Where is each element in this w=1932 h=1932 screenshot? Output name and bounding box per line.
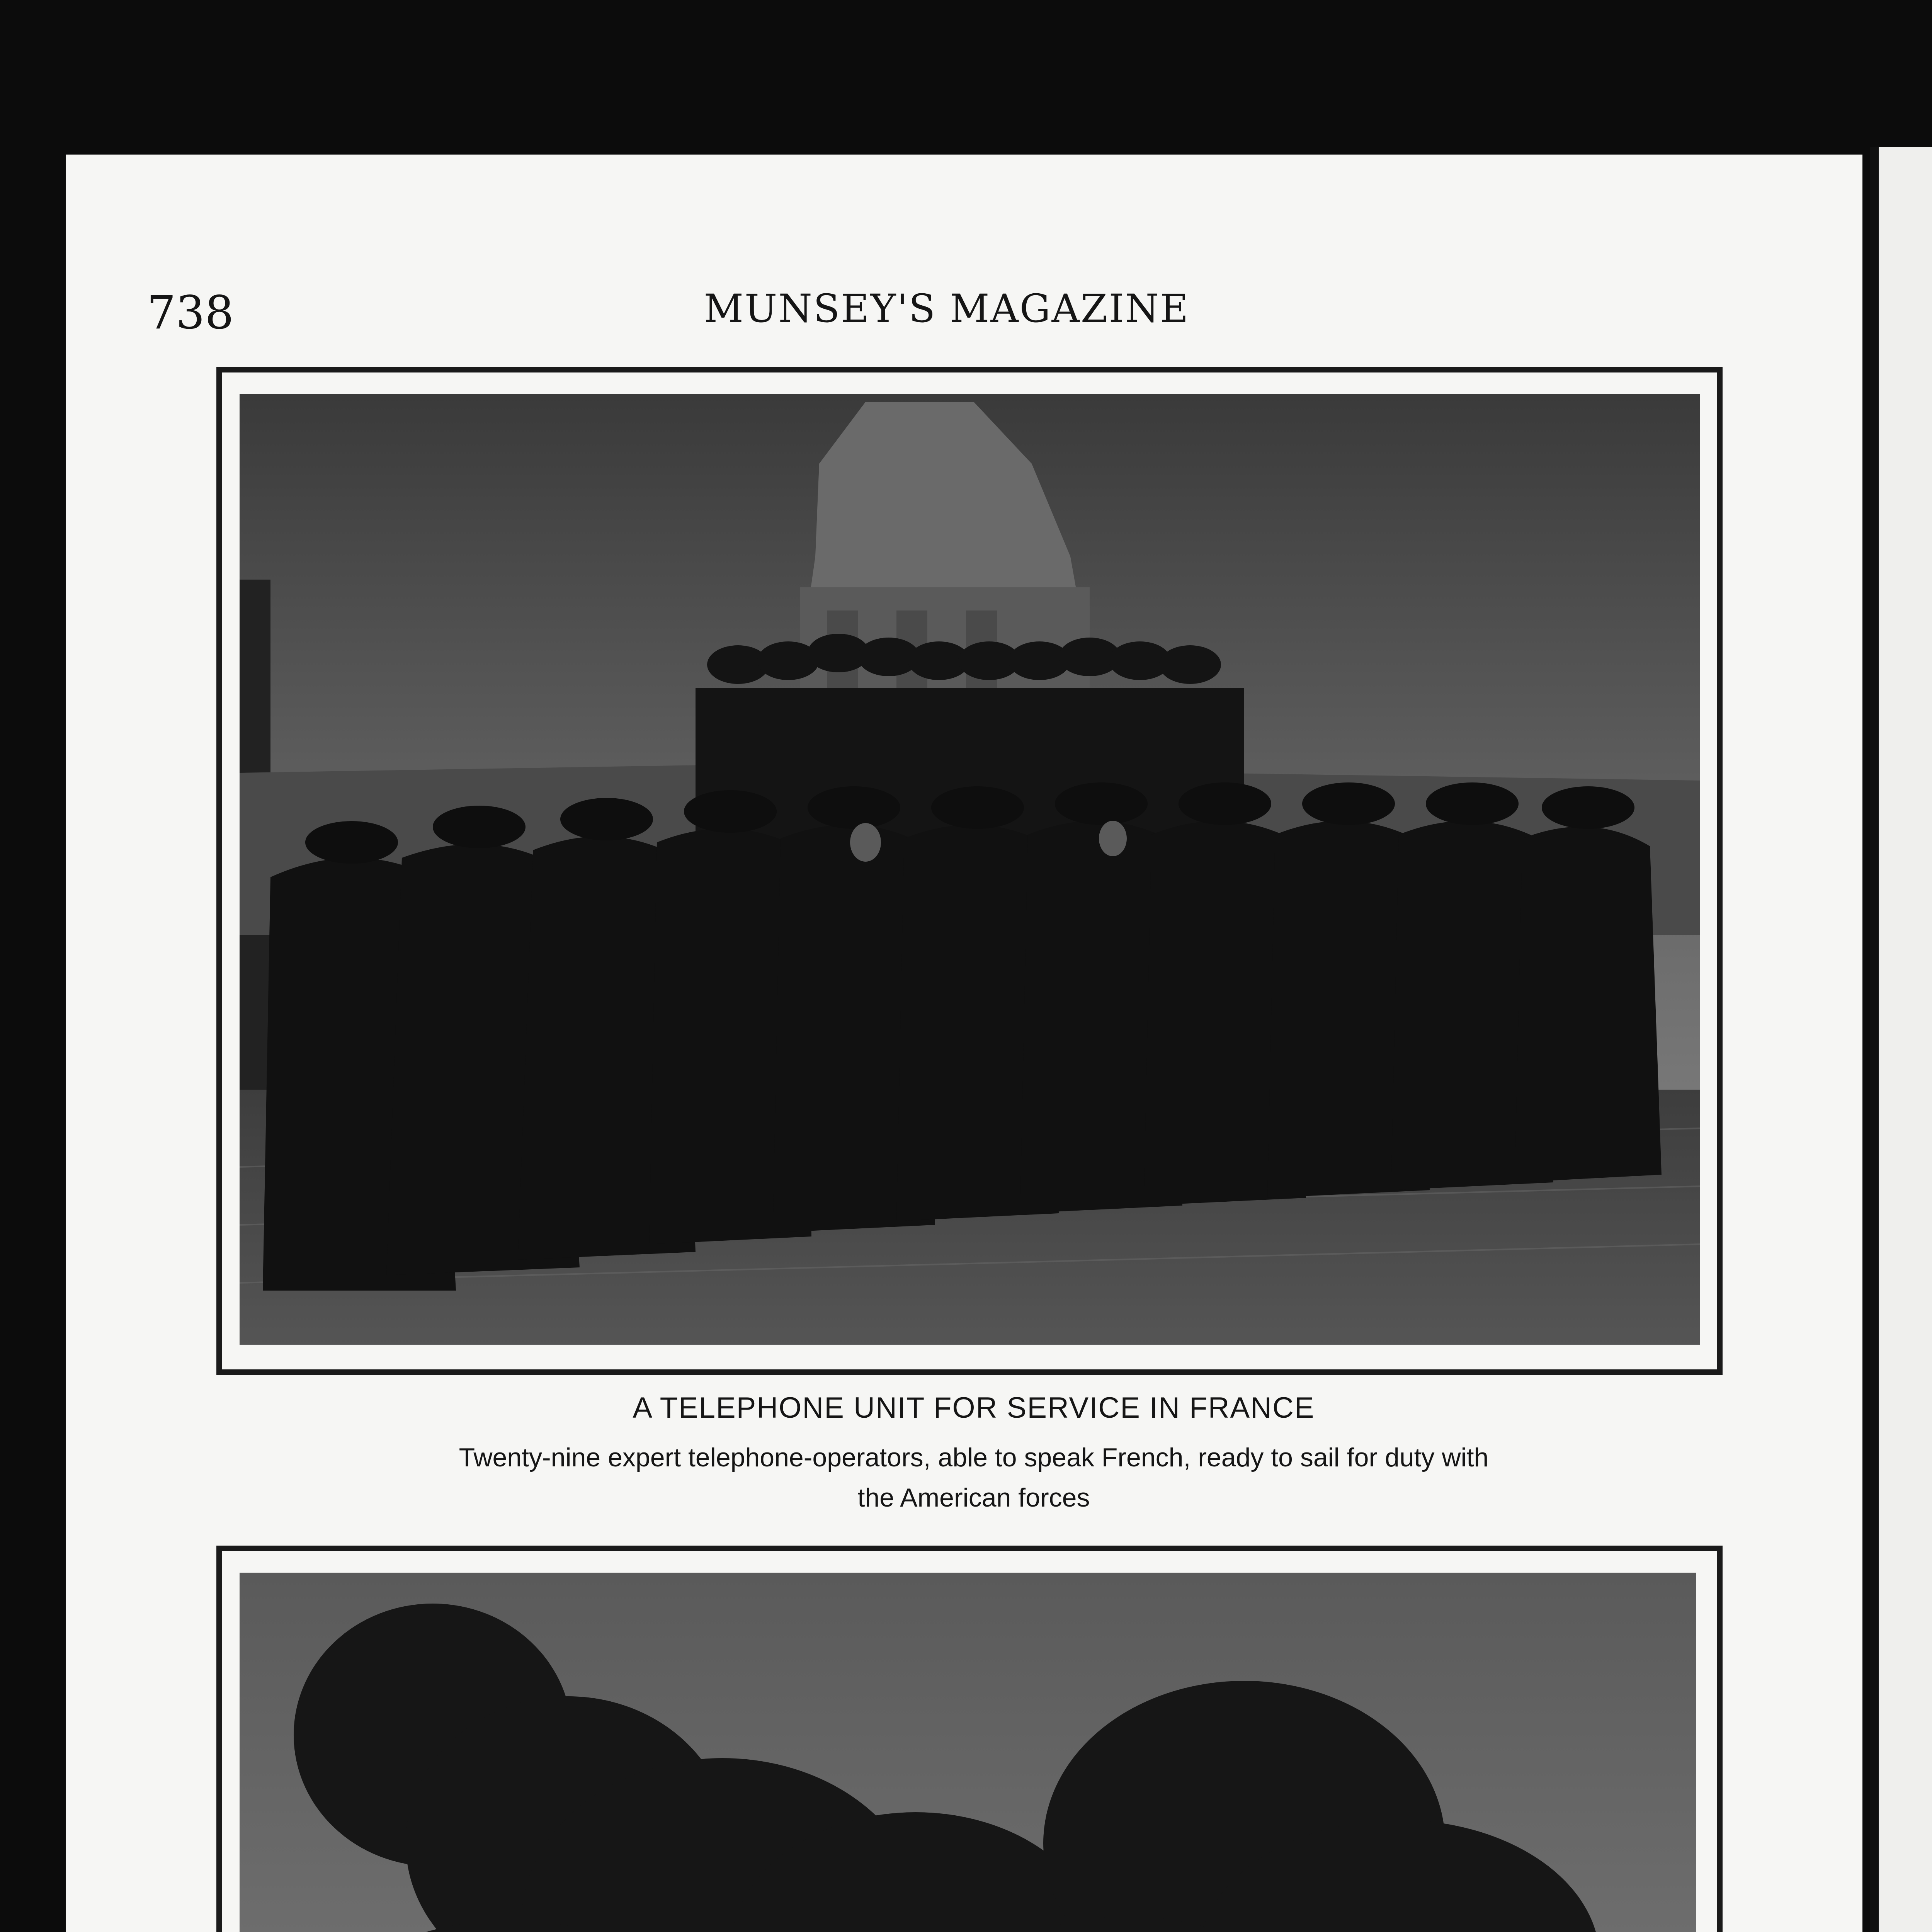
caption-title-telephone-unit: A TELEPHONE UNIT FOR SERVICE IN FRANCE [633,1391,1315,1424]
photo-liquid-fire [240,1573,1696,1932]
caption-line-telephone-1: Twenty-nine expert telephone-operators, able to speak French, ready to sail for duty with [459,1443,1489,1472]
running-header: MUNSEY'S MAGAZINE [704,286,1190,331]
page-number: 738 [147,286,234,339]
facing-page-edge [1870,147,1932,1932]
caption-line-telephone-2: the American forces [857,1483,1090,1512]
photo-telephone-unit [240,394,1700,1345]
